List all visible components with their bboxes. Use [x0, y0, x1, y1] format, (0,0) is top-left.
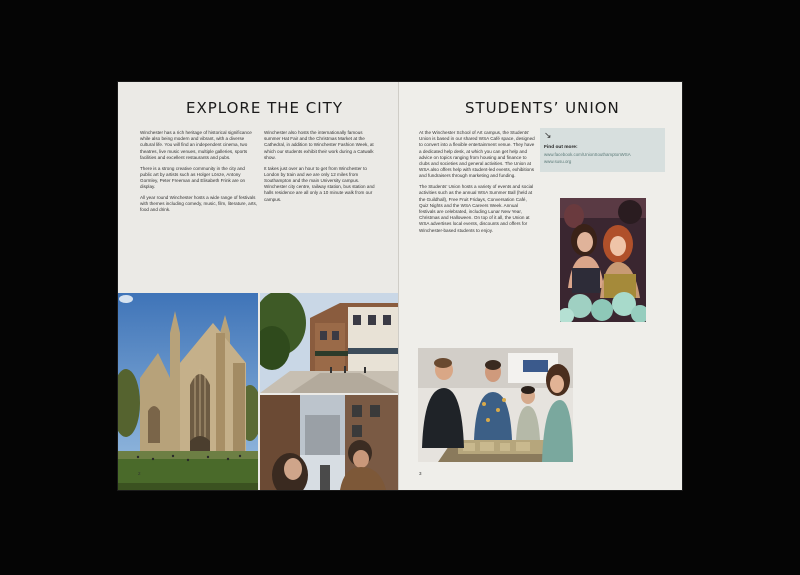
text-column-2 [264, 130, 376, 207]
street-photo [260, 293, 398, 393]
find-out-more-title: Find out more: [544, 145, 578, 150]
people-photo [260, 395, 398, 490]
paragraph: All year round Winchester hosts a wide range of festivals with themes including comedy, music, film, literature, arts, food and drink. [140, 194, 258, 213]
cathedral-photo [118, 293, 258, 490]
party-photo [560, 198, 646, 322]
facebook-link[interactable]: www.facebook.com/UnionSouthamptonWSA [544, 152, 631, 157]
arrow-down-right-icon: ↘ [544, 131, 552, 141]
paragraph: There is a strong creative community in the city and public art by artists such as Holger Lönze, Antony Gormley, Peter Freeman and Elisabeth Frink are on display. [140, 165, 246, 190]
text-column-1 [140, 130, 258, 218]
page-title: EXPLORE THE CITY [186, 99, 344, 117]
brochure-spread [118, 82, 682, 490]
paragraph: The Students’ Union hosts a variety of events and social activities such as the annual WSA Summer Ball (held at the Guildhall), Free Fruit Fridays, Conversation Café, Quiz Nights and the WSA Careers Week. Annual festivals are celebrated, including Lunar New Year, Christmas and Halloween. On top of it all, the Union at WSA advertises local events, discounts and offers for Winchester-based students to enjoy. [419, 184, 534, 233]
students-working-photo [418, 348, 573, 462]
left-page [118, 82, 398, 490]
find-out-more-box [540, 128, 665, 172]
right-page [399, 82, 682, 490]
page-number: 3 [419, 471, 422, 476]
paragraph: Winchester also hosts the internationally famous summer Hat Fair and the Christmas Market at the Cathedral, in addition to Winchester Fashion Week, at which our students exhibit their work during a Catwalk show. [264, 130, 374, 160]
paragraph: Winchester has a rich heritage of historical significance while also being modern and vibrant, with a diverse cultural life. You will find an independent cinema, two theatres, live music venues, multiple galleries, sports facilities and excellent restaurants and pubs. [140, 130, 252, 160]
paragraph: It takes just over an hour to get from Winchester to London by train and we are only 12 miles from Southampton and the main University campus. Winchester city centre, railway station, bus station and halls residence are all only a 10 minute walk from our campus. [264, 165, 375, 202]
susu-link[interactable]: www.susu.org [544, 159, 572, 164]
paragraph: At the Winchester School of Art campus, the Students’ Union is based in our shared WSA Café space, designed to convert into a flexible entertainment venue. They have a dedicated help desk, at which you can get help and advice on topics ranging from housing and finance to clubs and societies and general activities. The Union at WSA also offers help with student-led events, exhibitions and fundraisers through marketing and funding. [419, 130, 535, 179]
page-title: STUDENTS’ UNION [465, 99, 620, 117]
page-number: 2 [138, 471, 141, 476]
text-column-1 [419, 130, 535, 238]
